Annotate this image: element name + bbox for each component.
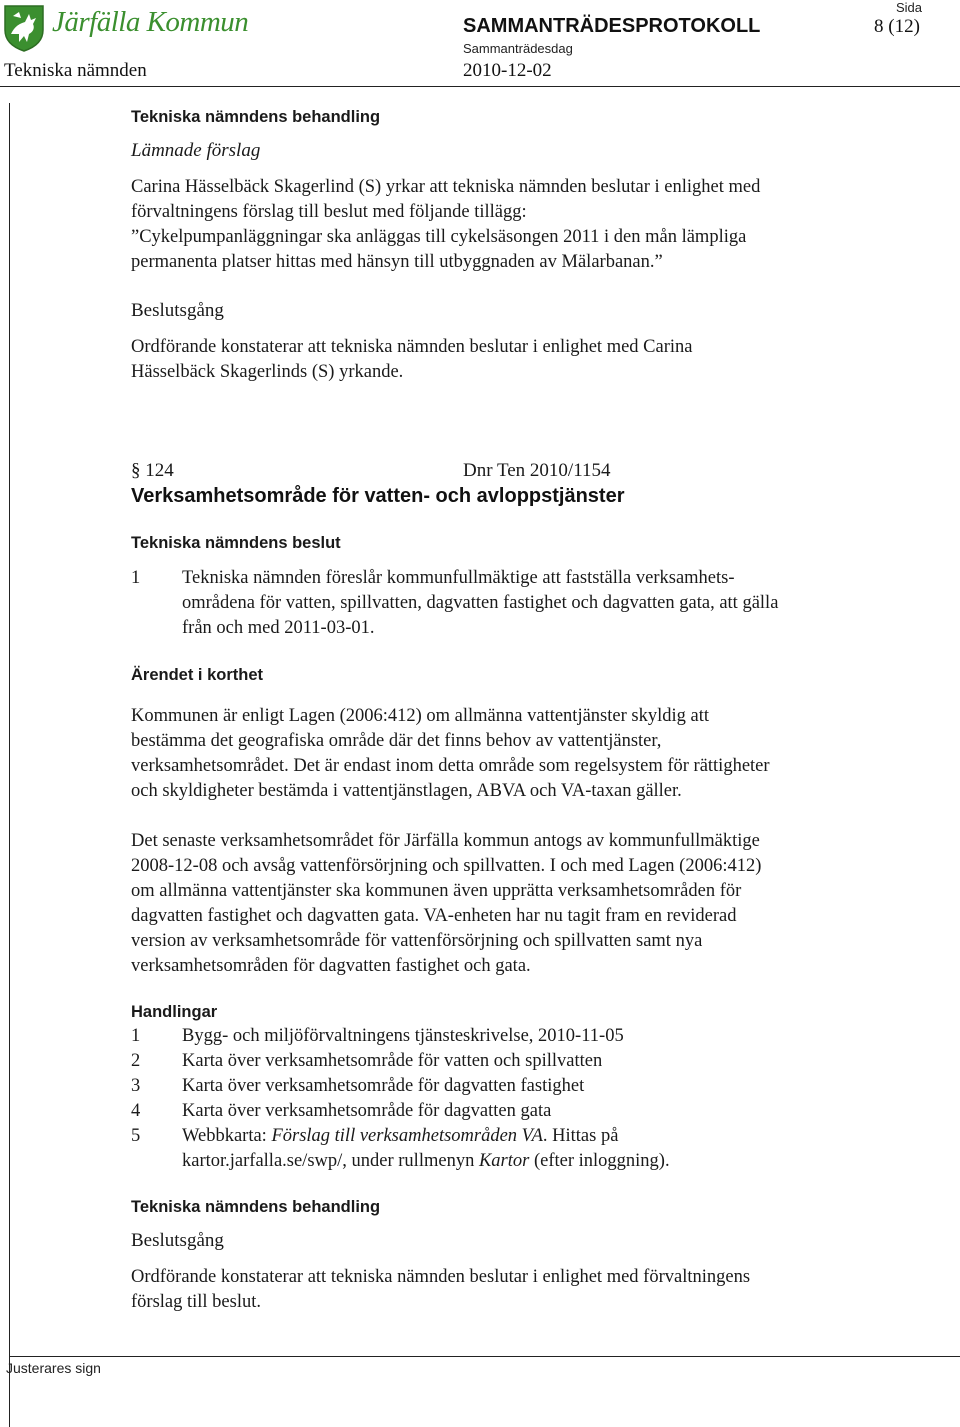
subheading-beslutsgang: Beslutsgång (131, 300, 224, 321)
paragraph-number: § 124 (131, 460, 174, 481)
section-heading-behandling: Tekniska nämndens behandling (131, 108, 381, 126)
item-number: 5 (131, 1126, 141, 1146)
text-line: dagvatten fastighet och dagvatten gata. VA-enheten har nu tagit fram en reviderad (131, 906, 737, 926)
section-heading-handlingar: Handlingar (131, 1003, 218, 1021)
paragraph-beslutsgang-2 (131, 1265, 750, 1315)
text-line: bestämma det geografiska område där det finns behov av vattentjänster, (131, 731, 662, 751)
subheading-beslutsgang-2: Beslutsgång (131, 1230, 224, 1251)
list-item (131, 566, 778, 591)
header-rule (0, 86, 960, 87)
item-text: Tekniska nämnden föreslår kommunfullmäktige att fastställa verksamhets- (182, 568, 735, 588)
paragraph-korthet-2 (131, 829, 761, 979)
section-heading-behandling-2: Tekniska nämndens behandling (131, 1198, 381, 1216)
paragraph-beslutsgang (131, 335, 693, 385)
text-line: verksamhetsområdet. Det är endast inom detta område som regelsystem för rättigheter (131, 756, 770, 776)
section-heading-beslut: Tekniska nämndens beslut (131, 534, 341, 552)
footer-rule (9, 1356, 960, 1357)
section-heading-korthet: Ärendet i korthet (131, 666, 264, 684)
item-text: Bygg- och miljöförvaltningens tjänsteskrivelse, 2010-11-05 (182, 1026, 624, 1046)
item-number: 3 (131, 1076, 141, 1096)
item-text: Karta över verksamhetsområde för dagvatten gata (182, 1101, 552, 1121)
list-item (131, 1099, 670, 1124)
text-line: Ordförande konstaterar att tekniska nämnden beslutar i enlighet med Carina (131, 337, 693, 357)
text-line: Carina Hässelbäck Skagerlind (S) yrkar att tekniska nämnden beslutar i enlighet med (131, 177, 761, 197)
item-number: 2 (131, 1051, 141, 1071)
paragraph-korthet-1 (131, 704, 770, 804)
text-line: version av verksamhetsområde för vattenförsörjning och spillvatten samt nya (131, 931, 703, 951)
item-text: kartor.jarfalla.se/swp/, under rullmenyn (182, 1151, 479, 1171)
list-item (131, 1024, 670, 1049)
left-margin-rule (9, 103, 10, 1427)
text-line: förvaltningens förslag till beslut med följande tillägg: (131, 202, 527, 222)
coat-of-arms-icon (3, 4, 45, 52)
meeting-date: 2010-12-02 (463, 60, 552, 81)
text-line: om allmänna vattentjänster ska kommunen även upprätta verksamhetsområden för (131, 881, 742, 901)
meeting-date-label: Sammanträdesdag (463, 41, 573, 56)
text-line: permanenta platser hittas med hänsyn till utbyggnaden av Mälarbanan.” (131, 252, 663, 272)
paragraph-title: Verksamhetsområde för vatten- och avloppstjänster (131, 485, 625, 507)
committee-name: Tekniska nämnden (4, 60, 147, 81)
text-line: Ordförande konstaterar att tekniska nämnden beslutar i enlighet med förvaltningens (131, 1267, 751, 1287)
text-line: ”Cykelpumpanläggningar ska anläggas till cykelsäsongen 2011 i den mån lämpliga (131, 227, 747, 247)
beslut-list (131, 566, 778, 641)
item-number: 1 (131, 568, 141, 588)
item-text-italic: Kartor (478, 1151, 530, 1171)
item-text: Webbkarta: (182, 1126, 272, 1146)
text-line: Det senaste verksamhetsområdet för Järfälla kommun antogs av kommunfullmäktige (131, 831, 760, 851)
list-item (131, 1049, 670, 1074)
text-line: Hässelbäck Skagerlinds (S) yrkande. (131, 362, 404, 382)
text-line: verksamhetsområden för dagvatten fastighet och gata. (131, 956, 531, 976)
list-item-continuation (131, 1149, 670, 1174)
text-line: förslag till beslut. (131, 1292, 261, 1312)
item-text: (efter inloggning). (529, 1151, 670, 1171)
list-item (131, 1124, 670, 1149)
handlingar-list (131, 1024, 670, 1174)
text-line: och skyldigheter bestämda i vattentjänstlagen, ABVA och VA-taxan gäller. (131, 781, 682, 801)
item-text: områdena för vatten, spillvatten, dagvatten fastighet och dagvatten gata, att gälla (182, 593, 779, 613)
logo-wordmark: Järfälla Kommun (52, 6, 249, 38)
page-number: 8 (12) (874, 16, 920, 37)
item-text: . Hittas på (542, 1126, 619, 1146)
item-text: från och med 2011-03-01. (182, 618, 375, 638)
item-number: 4 (131, 1101, 141, 1121)
text-line: 2008-12-08 och avsåg vattenförsörjning och spillvatten. I och med Lagen (2006:412) (131, 856, 762, 876)
signature-label: Justerares sign (6, 1360, 101, 1376)
item-text-italic: Förslag till verksamhetsområden VA (271, 1126, 543, 1146)
dnr-reference: Dnr Ten 2010/1154 (463, 460, 611, 481)
paragraph-yrkande (131, 175, 760, 275)
text-line: Kommunen är enligt Lagen (2006:412) om allmänna vattentjänster skyldig att (131, 706, 709, 726)
sida-label: Sida (896, 0, 923, 15)
logo (3, 4, 45, 57)
subheading-lamnade-forslag: Lämnade förslag (131, 140, 261, 161)
document-title: SAMMANTRÄDESPROTOKOLL (463, 15, 761, 37)
list-item (131, 1074, 670, 1099)
item-number: 1 (131, 1026, 141, 1046)
item-text: Karta över verksamhetsområde för vatten och spillvatten (182, 1051, 603, 1071)
item-text: Karta över verksamhetsområde för dagvatten fastighet (182, 1076, 585, 1096)
